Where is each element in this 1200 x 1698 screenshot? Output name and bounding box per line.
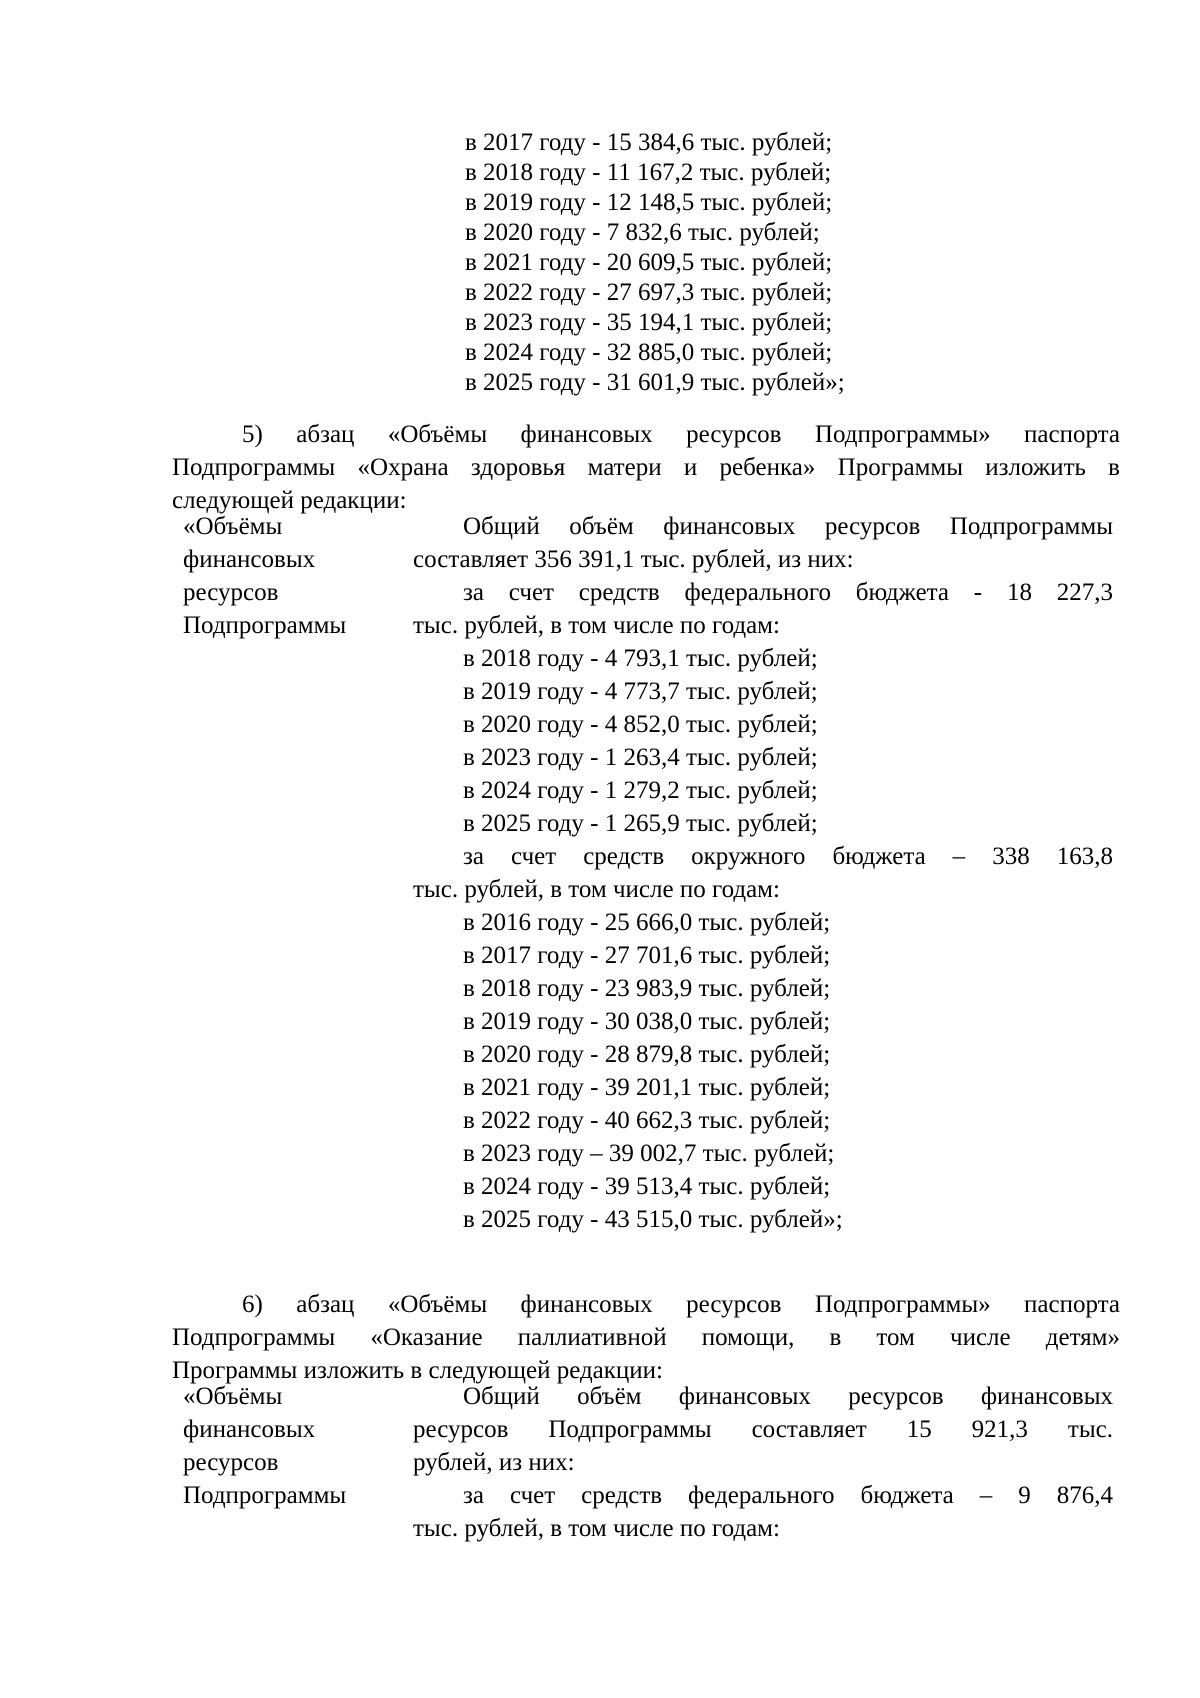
paragraph-line: 5) абзац «Объёмы финансовых ресурсов Подпрограммы» паспорта [242,421,1120,448]
content-line: в 2022 году - 40 662,3 тыс. рублей; [463,1107,831,1134]
list-item: в 2018 году - 11 167,2 тыс. рублей; [465,159,832,186]
label-line: финансовых [183,1416,316,1443]
content-line: в 2020 году - 4 852,0 тыс. рублей; [463,711,818,738]
list-item: в 2022 году - 27 697,3 тыс. рублей; [465,279,833,306]
content-line: рублей, из них: [413,1449,575,1476]
content-line: тыс. рублей, в том числе по годам: [413,612,780,639]
list-item: в 2023 году - 35 194,1 тыс. рублей; [465,309,833,336]
content-line: в 2021 году - 39 201,1 тыс. рублей; [463,1074,831,1101]
label-line: «Объёмы [183,513,283,540]
table5-content [413,510,1113,1236]
content-line: тыс. рублей, в том числе по годам: [413,876,780,903]
table6-content [413,1380,1113,1545]
content-line: в 2018 году - 4 793,1 тыс. рублей; [463,645,818,672]
content-line: в 2016 году - 25 666,0 тыс. рублей; [463,909,831,936]
content-line: за счет средств федерального бюджета - 18 227,3 [463,579,1113,606]
list-item: в 2017 году - 15 384,6 тыс. рублей; [465,129,833,156]
list-item: в 2025 году - 31 601,9 тыс. рублей»; [465,369,845,396]
content-line: в 2025 году - 1 265,9 тыс. рублей; [463,810,818,837]
list-item: в 2024 году - 32 885,0 тыс. рублей; [465,339,833,366]
paragraph-line: Подпрограммы «Оказание паллиативной помощи, в том числе детям» [172,1324,1120,1351]
table5-label [183,510,346,642]
content-line: в 2017 году - 27 701,6 тыс. рублей; [463,942,831,969]
label-line: финансовых [183,546,316,573]
content-line: в 2018 году - 23 983,9 тыс. рублей; [463,975,831,1002]
content-line: за счет средств федерального бюджета – 9 876,4 [463,1482,1113,1509]
paragraph-line: Программы изложить в следующей редакции: [172,1357,664,1384]
content-line: ресурсов Подпрограммы составляет 15 921,3 тыс. [413,1416,1113,1443]
list-item: в 2019 году - 12 148,5 тыс. рублей; [465,189,833,216]
content-line: в 2020 году - 28 879,8 тыс. рублей; [463,1041,831,1068]
paragraph-line: Подпрограммы «Охрана здоровья матери и ребенка» Программы изложить в [172,454,1120,481]
content-line: в 2025 году - 43 515,0 тыс. рублей»; [463,1206,843,1233]
paragraph-6 [172,1288,1120,1387]
label-line: Подпрограммы [183,1482,347,1509]
paragraph-5 [172,418,1120,517]
content-line: в 2023 году – 39 002,7 тыс. рублей; [463,1140,835,1167]
paragraph-line: следующей редакции: [172,487,407,514]
list-item: в 2021 году - 20 609,5 тыс. рублей; [465,249,833,276]
label-line: Подпрограммы [183,612,347,639]
content-line: Общий объём финансовых ресурсов финансовых [463,1383,1113,1410]
label-line: ресурсов [183,1449,279,1476]
list-item: в 2020 году - 7 832,6 тыс. рублей; [465,219,820,246]
content-line: в 2024 году - 1 279,2 тыс. рублей; [463,777,818,804]
content-line: Общий объём финансовых ресурсов Подпрограммы [463,513,1113,540]
content-line: в 2019 году - 4 773,7 тыс. рублей; [463,678,818,705]
content-line: за счет средств окружного бюджета – 338 163,8 [463,843,1113,870]
content-line: тыс. рублей, в том числе по годам: [413,1515,780,1542]
content-line: в 2024 году - 39 513,4 тыс. рублей; [463,1173,831,1200]
label-line: «Объёмы [183,1383,283,1410]
label-line: ресурсов [183,579,279,606]
table6-label [183,1380,346,1512]
content-line: в 2019 году - 30 038,0 тыс. рублей; [463,1008,831,1035]
content-line: составляет 356 391,1 тыс. рублей, из них: [413,546,854,573]
content-line: в 2023 году - 1 263,4 тыс. рублей; [463,744,818,771]
paragraph-line: 6) абзац «Объёмы финансовых ресурсов Подпрограммы» паспорта [242,1291,1120,1318]
